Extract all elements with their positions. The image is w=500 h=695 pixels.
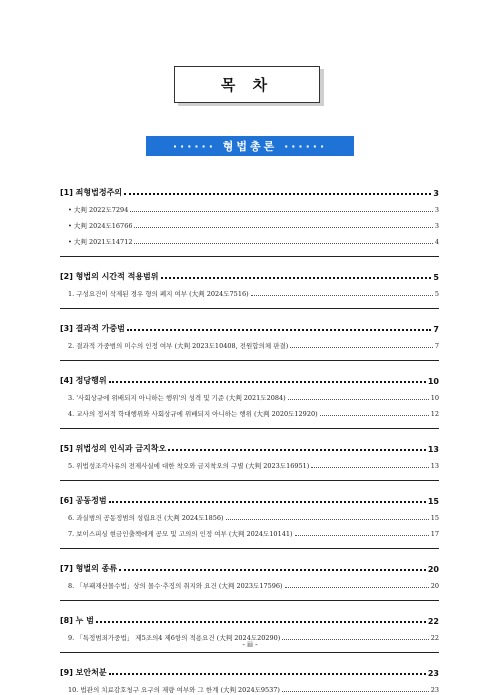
- entry-page-number: 7: [434, 342, 439, 350]
- toc-section-heading[interactable]: [60, 559, 439, 574]
- dot-leader: [295, 535, 429, 536]
- toc-entry[interactable]: [60, 214, 439, 230]
- entry-label: 4. 교사의 정서적 학대행위와 사회상규에 위배되지 아니하는 행위 (大判 2020도12920): [68, 410, 318, 418]
- section-page-number: 22: [427, 617, 439, 626]
- dot-leader: [320, 415, 429, 416]
- entry-label: • 大判 2022도7294: [68, 206, 129, 214]
- section-heading-label: [7] 형벌의 종류: [60, 564, 118, 573]
- section-divider: [60, 548, 439, 549]
- toc-entry[interactable]: [60, 230, 439, 246]
- entry-page-number: 23: [430, 686, 439, 694]
- toc-section: [60, 371, 439, 429]
- section-heading-label: [3] 결과적 가중범: [60, 324, 125, 333]
- section-divider: [60, 428, 439, 429]
- section-heading-label: [8] 누 범: [60, 616, 94, 625]
- dot-leader: [251, 295, 433, 296]
- section-heading-label: [9] 보안처분: [60, 668, 107, 677]
- toc-section-heading[interactable]: [60, 491, 439, 506]
- toc-section-heading[interactable]: [60, 611, 439, 626]
- toc-section: [60, 319, 439, 361]
- entry-label: • 大判 2021도14712: [68, 238, 133, 246]
- section-page-number: 15: [427, 497, 439, 506]
- toc-entry[interactable]: [60, 522, 439, 538]
- entry-page-number: 22: [430, 634, 439, 642]
- section-heading-label: [4] 정당행위: [60, 376, 107, 385]
- section-divider: [60, 652, 439, 653]
- toc-section-heading[interactable]: [60, 663, 439, 678]
- section-divider: [60, 600, 439, 601]
- entry-page-number: 15: [430, 514, 439, 522]
- section-divider: [60, 360, 439, 361]
- section-page-number: 5: [433, 273, 439, 282]
- dot-leader: [119, 569, 426, 571]
- toc-entry[interactable]: [60, 386, 439, 402]
- section-page-number: 7: [433, 325, 439, 334]
- entry-page-number: 4: [434, 238, 439, 246]
- entry-page-number: 10: [430, 394, 439, 402]
- toc-entry[interactable]: [60, 506, 439, 522]
- entry-page-number: 3: [434, 206, 439, 214]
- dot-leader: [285, 587, 429, 588]
- table-of-contents: [60, 183, 439, 695]
- toc-entry[interactable]: [60, 626, 439, 642]
- entry-label: 6. 과실범의 공동정범의 성립요건 (大判 2024도1856): [68, 514, 224, 522]
- dot-leader: [226, 519, 429, 520]
- toc-entry[interactable]: [60, 454, 439, 470]
- entry-page-number: 17: [430, 530, 439, 538]
- toc-section-heading[interactable]: [60, 371, 439, 386]
- entry-label: 10. 법관의 치료감호청구 요구의 재량 여부와 그 한계 (大判 2024도9537): [68, 686, 280, 694]
- toc-section: [60, 183, 439, 257]
- page-number-footer: - iii -: [242, 641, 258, 649]
- entry-page-number: 3: [434, 222, 439, 230]
- toc-section-heading[interactable]: [60, 319, 439, 334]
- toc-section-heading[interactable]: [60, 439, 439, 454]
- toc-section: [60, 491, 439, 549]
- dot-leader: [109, 381, 426, 383]
- section-page-number: 3: [433, 189, 439, 198]
- section-divider: [60, 480, 439, 481]
- entry-label: 5. 위법성조각사유의 전제사실에 대한 착오와 금지착오의 구별 (大判 2023도16951): [68, 462, 310, 470]
- dot-leader: [124, 193, 431, 195]
- entry-label: 3. '사회상규에 위배되지 아니하는 행위'의 성격 및 기준 (大判 2021도2084): [68, 394, 286, 402]
- toc-section-heading[interactable]: [60, 267, 439, 282]
- dot-leader: [96, 621, 426, 623]
- dot-leader: [130, 211, 433, 212]
- section-divider: [60, 308, 439, 309]
- entry-label: 1. 구성요건이 삭제된 경우 형의 폐지 여부 (大判 2024도7516): [68, 290, 249, 298]
- dot-leader: [134, 243, 432, 244]
- toc-section-heading[interactable]: [60, 183, 439, 198]
- toc-title-box: [174, 66, 324, 106]
- dot-leader: [168, 449, 426, 451]
- dot-leader: [282, 691, 429, 692]
- part-banner: ······ 형법총론 ······: [146, 136, 354, 156]
- section-heading-label: [1] 죄형법정주의: [60, 188, 123, 197]
- toc-entry[interactable]: [60, 282, 439, 298]
- section-heading-label: [5] 위법성의 인식과 금지착오: [60, 444, 167, 453]
- entry-label: • 大判 2024도16766: [68, 222, 133, 230]
- entry-page-number: 13: [430, 462, 439, 470]
- entry-page-number: 5: [434, 290, 439, 298]
- toc-section: [60, 663, 439, 695]
- dot-leader: [134, 227, 432, 228]
- entry-label: 7. 보이스피싱 현금인출책에게 공모 및 고의의 인정 여부 (大判 2024도10141): [68, 530, 293, 538]
- section-divider: [60, 256, 439, 257]
- section-page-number: 13: [427, 445, 439, 454]
- dot-leader: [282, 639, 428, 640]
- dot-leader: [109, 501, 426, 503]
- section-page-number: 10: [427, 377, 439, 386]
- section-page-number: 23: [427, 669, 439, 678]
- entry-label: 9. 「특정범죄가중법」 제5조의4 제6항의 적용요건 (大判 2024도20290): [68, 634, 281, 642]
- page-title: 목 차: [174, 66, 320, 103]
- entry-label: 8. 「부패재산몰수법」상의 몰수·추징의 취지와 요건 (大判 2023도17596): [68, 582, 283, 590]
- section-page-number: 20: [427, 565, 439, 574]
- toc-section: [60, 559, 439, 601]
- section-heading-label: [6] 공동정범: [60, 496, 107, 505]
- dot-leader: [311, 467, 428, 468]
- entry-label: 2. 결과적 가중범의 미수의 인정 여부 (大判 2023도10408, 전원합의체 판결): [68, 342, 289, 350]
- dot-leader: [290, 347, 433, 348]
- toc-section: [60, 267, 439, 309]
- toc-entry[interactable]: [60, 198, 439, 214]
- entry-page-number: 20: [430, 582, 439, 590]
- toc-entry[interactable]: [60, 574, 439, 590]
- section-heading-label: [2] 형법의 시간적 적용범위: [60, 272, 159, 281]
- entry-page-number: 12: [430, 410, 439, 418]
- toc-entry[interactable]: [60, 402, 439, 418]
- dot-leader: [109, 673, 426, 675]
- dot-leader: [161, 277, 432, 279]
- dot-leader: [288, 399, 429, 400]
- toc-entry[interactable]: [60, 334, 439, 350]
- toc-entry[interactable]: [60, 678, 439, 694]
- dot-leader: [127, 329, 432, 331]
- toc-section: [60, 439, 439, 481]
